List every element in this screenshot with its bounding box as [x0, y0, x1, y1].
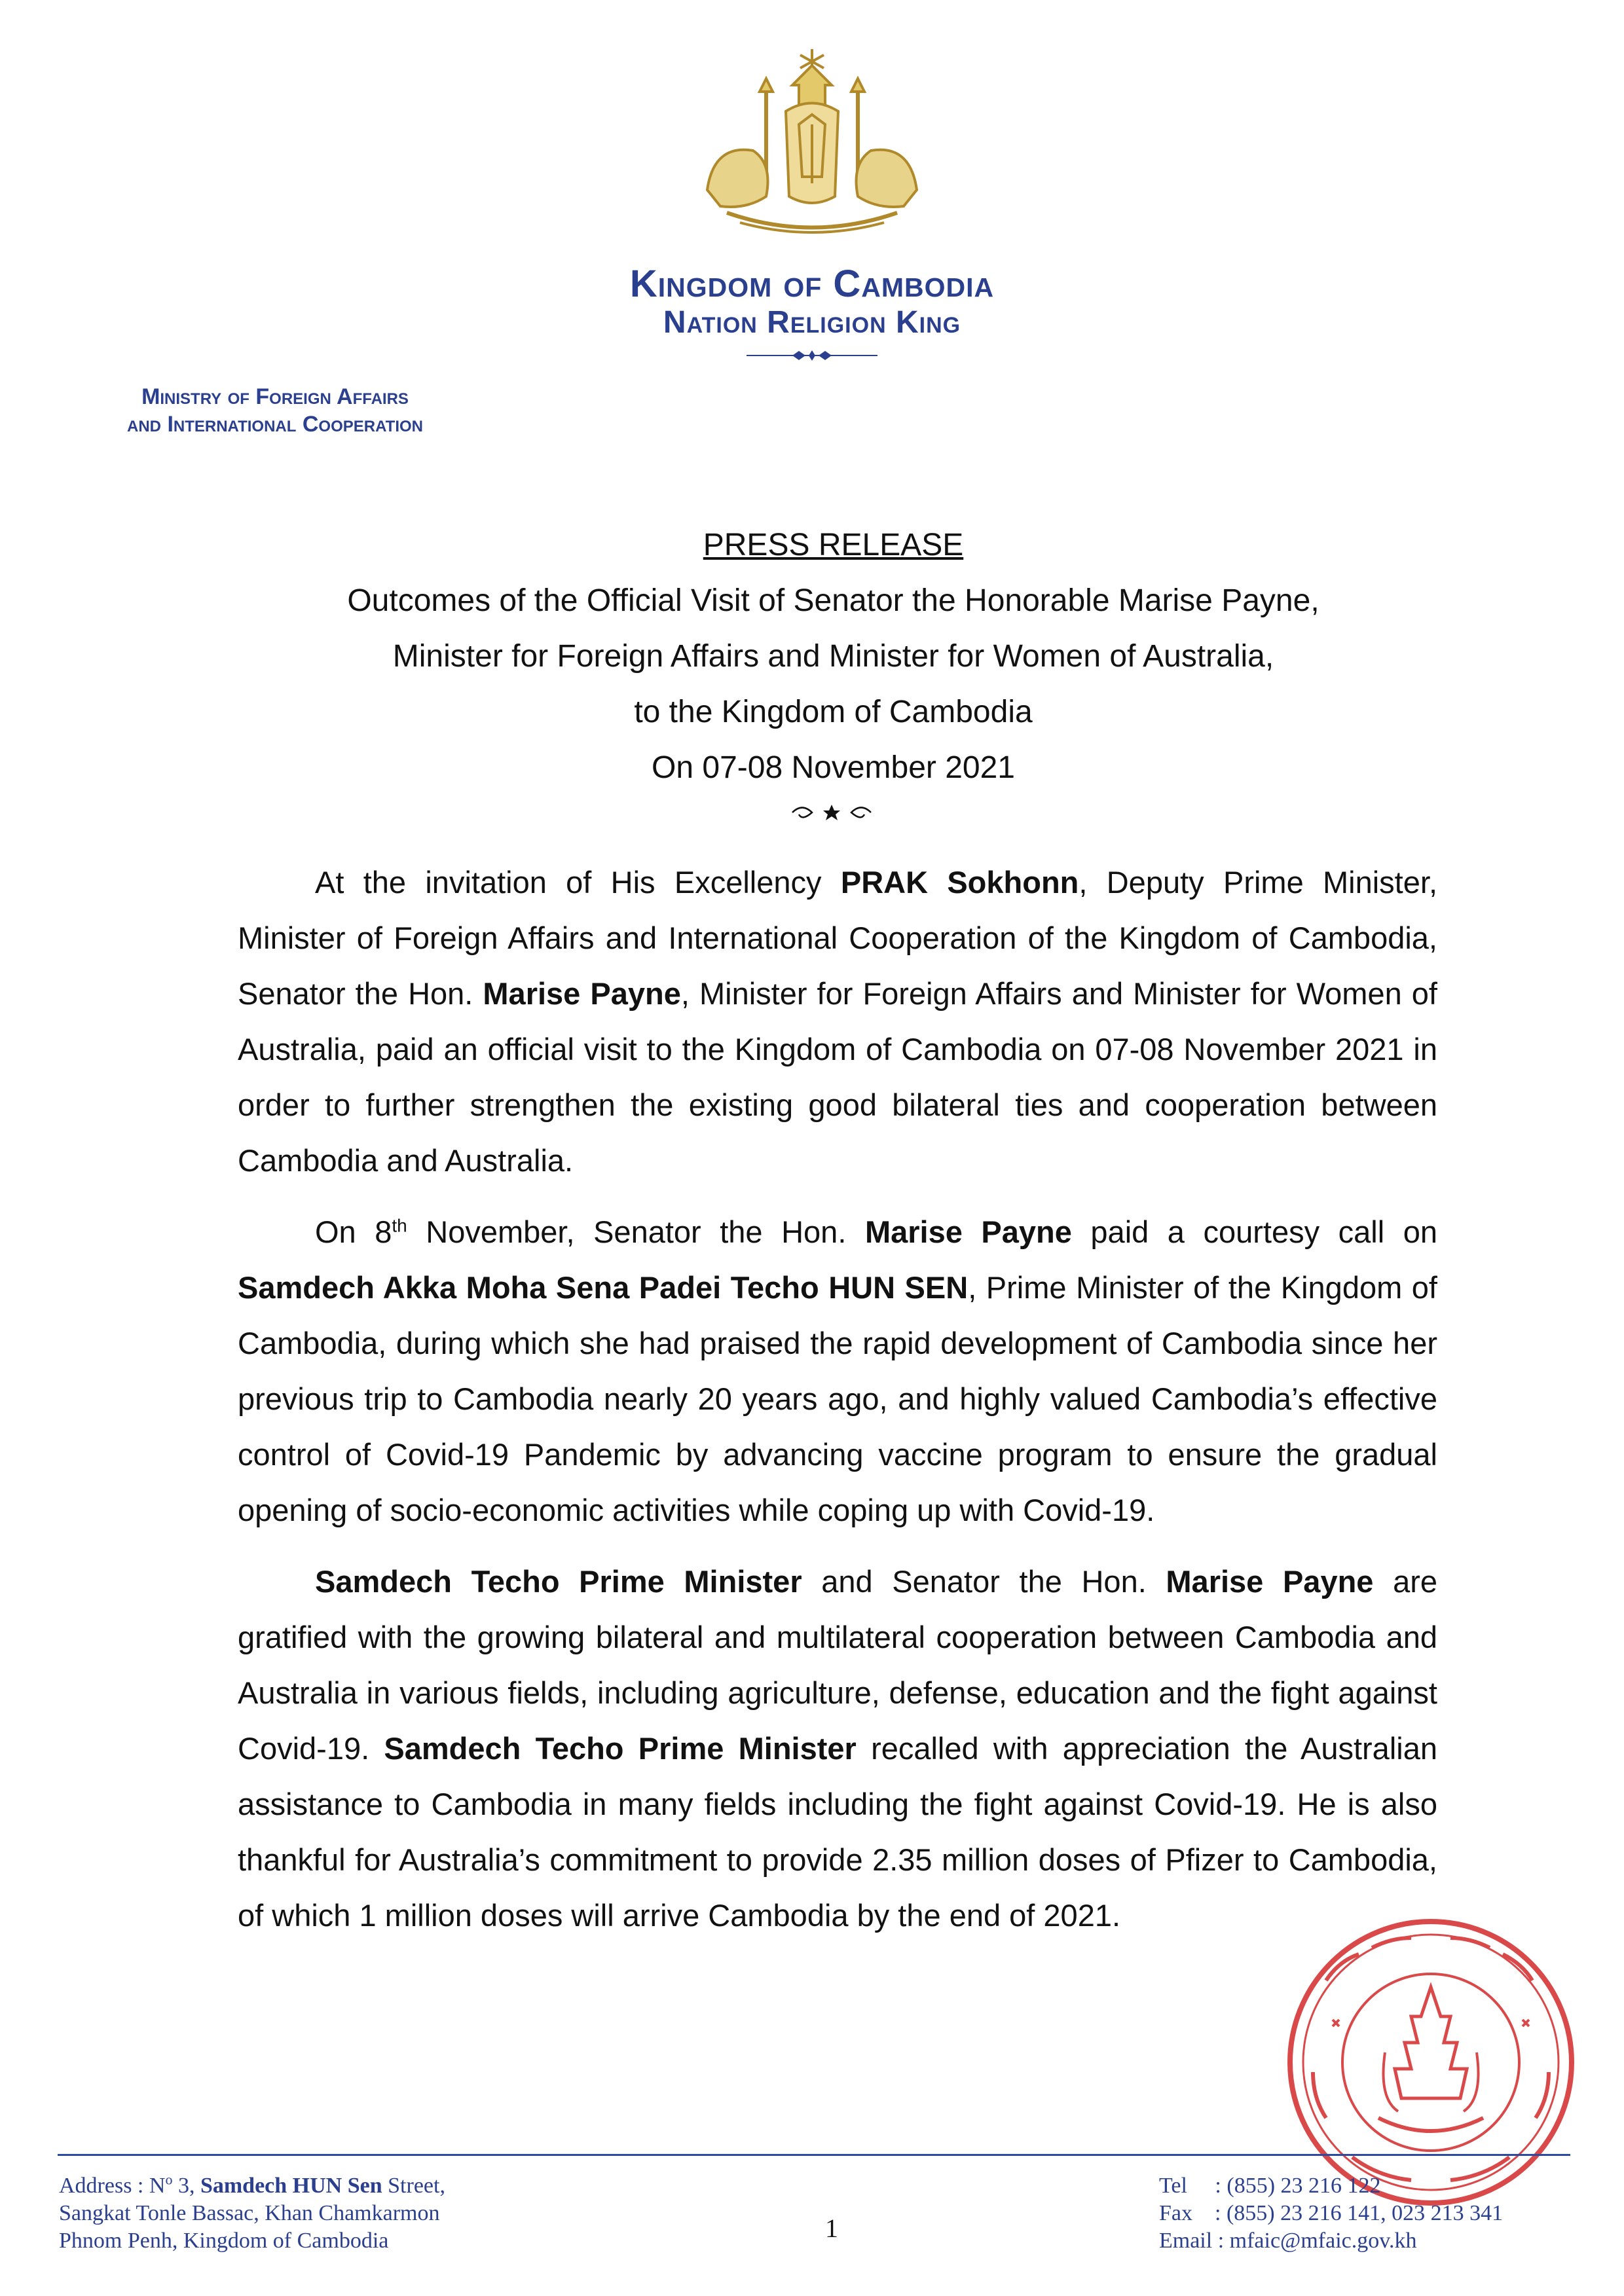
p3-bold-1: Samdech Techo Prime Minister — [315, 1564, 802, 1599]
p2-text-4: , Prime Minister of the Kingdom of Cambodia, during which she had praised the rapid development of Cambodia since her previous trip to Cambodia nearly 20 years ago, and highly valued Cambodia’s effective control of Covid-19 Pandemic by advancing vaccine program to ensure the gradual opening of socio-economic activities while coping up with Covid-19. — [238, 1270, 1437, 1527]
footer-divider-line — [58, 2154, 1570, 2156]
address-number: 3, — [172, 2174, 200, 2198]
p3-text-2: are gratified with the growing bilateral and multilateral cooperation between Cambodia and Australia in various fields, including agriculture, defense, education and the fight against Covid-19. — [238, 1564, 1437, 1766]
p1-bold-1: PRAK Sokhonn — [840, 865, 1079, 900]
paragraph-3 — [238, 1554, 1437, 1943]
subtitle-line-1: Outcomes of the Official Visit of Senator the Honorable Marise Payne, — [347, 583, 1320, 618]
p1-bold-2: Marise Payne — [483, 976, 681, 1011]
p2-superscript: th — [392, 1215, 407, 1236]
fax-line: Fax : (855) 23 216 141, 023 213 341 — [1159, 2201, 1504, 2225]
p2-text-2: November, Senator the Hon. — [407, 1214, 865, 1249]
p3-bold-3: Samdech Techo Prime Minister — [384, 1731, 857, 1766]
paragraph-1 — [238, 854, 1437, 1188]
tel-line: Tel : (855) 23 216 122 — [1159, 2174, 1381, 2198]
email-line: Email : mfaic@mfaic.gov.kh — [1159, 2229, 1417, 2253]
paragraph-2 — [238, 1204, 1437, 1538]
p3-text-1: and Senator the Hon. — [802, 1564, 1166, 1599]
footer-contact — [1159, 2172, 1585, 2255]
address-line-3: Phnom Penh, Kingdom of Cambodia — [59, 2229, 389, 2253]
subtitle-line-2: Minister for Foreign Affairs and Minister for Women of Australia, — [392, 639, 1274, 674]
country-name: Kingdom of Cambodia — [629, 263, 995, 305]
header-ornament-divider — [747, 347, 877, 364]
title-ornament-divider — [786, 803, 877, 822]
address-prefix: Address : N — [59, 2174, 166, 2198]
royal-coat-of-arms-emblem — [688, 46, 936, 242]
official-ministry-seal-stamp — [1247, 1902, 1608, 2210]
address-street-name: Samdech HUN Sen — [200, 2174, 382, 2198]
p2-bold-2: Samdech Akka Moha Sena Padei Techo HUN SEN — [238, 1270, 969, 1305]
p1-text-2: , Deputy Prime Minister, Minister of Foreign Affairs and International Cooperation of the Kingdom of Cambodia, Senator the Hon. — [238, 865, 1437, 1011]
address-line-1 — [59, 2172, 648, 2200]
p1-text-3: , Minister for Foreign Affairs and Minister for Women of Australia, paid an official visit to the Kingdom of Cambodia on 07-08 November 2021 in order to further strengthen the existing good bilateral ties and cooperation between Cambodia and Australia. — [238, 976, 1437, 1178]
address-line-2: Sangkat Tonle Bassac, Khan Chamkarmon — [59, 2201, 440, 2225]
subtitle-line-3: to the Kingdom of Cambodia — [634, 695, 1033, 729]
p2-text-3: paid a courtesy call on — [1071, 1214, 1437, 1249]
p3-text-3: recalled with appreciation the Australian assistance to Cambodia in many fields including the fight against Covid-19. He is also thankful for Australia’s commitment to provide 2.35 million doses of Pfizer to Cambodia, of which 1 million doses will arrive Cambodia by the end of 2021. — [238, 1731, 1437, 1933]
p3-bold-2: Marise Payne — [1166, 1564, 1374, 1599]
press-release-body — [238, 854, 1437, 1959]
national-motto: Nation Religion King — [663, 305, 961, 340]
footer-address — [59, 2172, 648, 2255]
ministry-name — [39, 383, 511, 438]
page-number: 1 — [825, 2214, 838, 2243]
press-release-title: PRESS RELEASE — [703, 528, 964, 562]
p1-text-1: At the invitation of His Excellency — [315, 865, 841, 900]
subtitle-line-4: On 07-08 November 2021 — [652, 750, 1015, 785]
ministry-line-1: Ministry of Foreign Affairs — [141, 384, 409, 409]
p2-text-1: On 8 — [315, 1214, 392, 1249]
p2-bold-1: Marise Payne — [864, 1214, 1072, 1249]
ministry-line-2: and International Cooperation — [127, 412, 423, 437]
address-suffix: Street, — [382, 2174, 445, 2198]
address-number-sup: o — [165, 2171, 173, 2188]
